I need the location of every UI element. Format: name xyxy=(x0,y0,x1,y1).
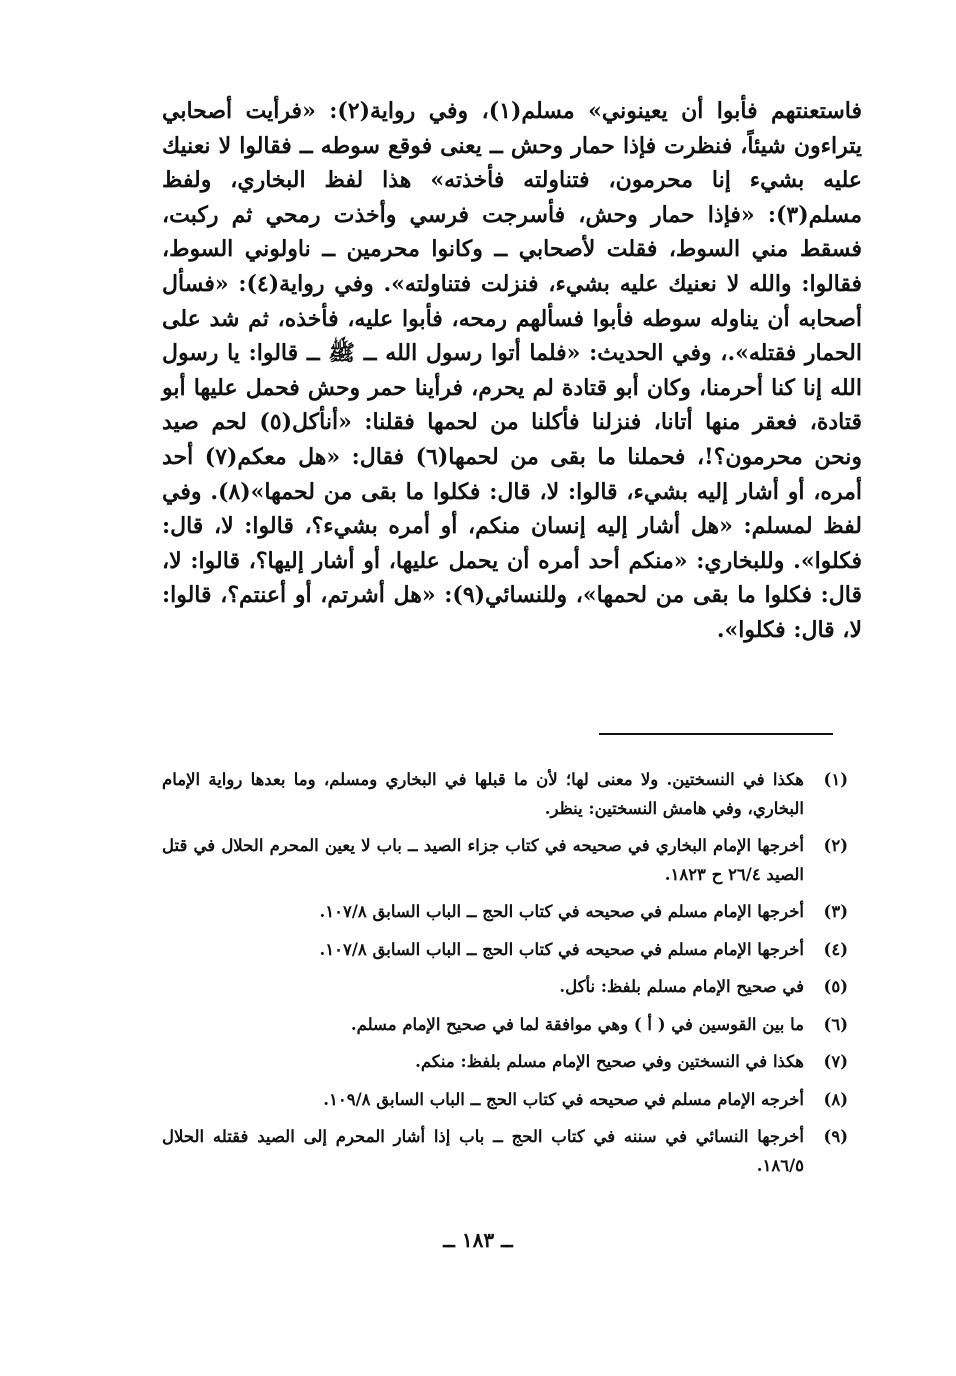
footnote xyxy=(162,898,848,927)
footnote-number: (١) xyxy=(823,770,848,789)
footnote-text: هكذا في النسختين وفي صحيح الإمام مسلم بلفظ: منكم. xyxy=(415,1052,804,1071)
footnote-text: هكذا في النسختين. ولا معنى لها؛ لأن ما قبلها في البخاري ومسلم، وما بعدها رواية الإمام البخاري، وفي هامش النسختين: ينظر. xyxy=(162,770,804,818)
footnote xyxy=(162,1086,848,1115)
footnote-text: في صحيح الإمام مسلم بلفظ: نأكل. xyxy=(559,977,804,996)
footnote-number: (٦) xyxy=(823,1014,848,1034)
footnote-number: (٥) xyxy=(823,977,848,996)
footnote-separator xyxy=(599,733,833,735)
footnote-text: أخرجها الإمام مسلم في صحيحه في كتاب الحج ــ الباب السابق ١٠٧/٨. xyxy=(319,902,804,921)
footnote xyxy=(162,1048,848,1077)
page-number: ــ ١٨٣ ــ xyxy=(443,1228,513,1252)
footnote xyxy=(162,1123,848,1180)
footnote xyxy=(162,936,848,965)
footnote-text: ما بين القوسين في ( أ ) وهي موافقة لما في صحيح الإمام مسلم. xyxy=(350,1014,804,1034)
footnote xyxy=(162,766,848,823)
footnote-text: أخرجه الإمام مسلم في صحيحه في كتاب الحج ــ الباب السابق ١٠٩/٨. xyxy=(323,1089,804,1109)
footnote-number: (٨) xyxy=(823,1089,848,1109)
footnote-text: أخرجها النسائي في سننه في كتاب الحج ــ باب إذا أشار المحرم إلى الصيد فقتله الحلال ١٨٦/٥. xyxy=(162,1127,804,1175)
footnote-number: (٧) xyxy=(823,1052,848,1071)
footnote xyxy=(162,1011,848,1040)
footnote xyxy=(162,832,848,889)
footnote-number: (٩) xyxy=(823,1127,848,1146)
footnote-number: (٣) xyxy=(823,902,848,921)
footnote-number: (٢) xyxy=(823,836,848,855)
main-text-block xyxy=(162,94,862,648)
footnote-number: (٤) xyxy=(823,939,848,959)
footnotes xyxy=(162,766,848,1189)
main-paragraph: فاستعنتهم فأبوا أن يعينوني» مسلم(١)، وفي رواية(٢): «فرأيت أصحابي يتراءون شيئاً، فنظرت فإذا حمار وحش ــ يعنى فوقع سوطه ــ فقالوا لا نعنيك عليه بشيء إنا محرمون، فتناولته فأخذته» هذا لفظ البخاري، ولفظ مسلم(٣): «فإذا حمار وحش، فأسرجت فرسي وأخذت رمحي ثم ركبت، فسقط مني السوط، فقلت لأصحابي ــ وكانوا محرمين ــ ناولوني السوط، فقالوا: والله لا نعنيك عليه بشيء، فنزلت فتناولته». وفي رواية(٤): «فسأل أصحابه أن يناوله سوطه فأبوا فسألهم رمحه، فأبوا عليه، فأخذه، ثم شد على الحمار فقتله».، وفي الحديث: «فلما أتوا رسول الله ــ ﷺ ــ قالوا: يا رسول الله إنا كنا أحرمنا، وكان أبو قتادة لم يحرم، فرأينا حمر وحش فحمل عليها أبو قتادة، فعقر منها أتانا، فنزلنا فأكلنا من لحمها فقلنا: «أنأكل(٥) لحم صيد ونحن محرمون؟!، فحملنا ما بقى من لحمها(٦) فقال: «هل معكم(٧) أحد أمره، أو أشار إليه بشيء، قالوا: لا، قال: فكلوا ما بقى من لحمها»(٨). وفي لفظ لمسلم: «هل أشار إليه إنسان منكم، أو أمره بشيء؟، قالوا: لا، قال: فكلوا». وللبخاري: «منكم أحد أمره أن يحمل عليها، أو أشار إليها؟، قالوا: لا، قال: فكلوا ما بقى من لحمها»، وللنسائي(٩): «هل أشرتم، أو أعنتم؟، قالوا: لا، قال: فكلوا». xyxy=(162,98,863,643)
footnote-text: أخرجها الإمام مسلم في صحيحه في كتاب الحج ــ الباب السابق ١٠٧/٨. xyxy=(319,939,804,959)
footnote xyxy=(162,973,848,1002)
footnote-text: أخرجها الإمام البخاري في صحيحه في كتاب جزاء الصيد ــ باب لا يعين المحرم الحلال في قتل الصيد ٢٦/٤ ح ١٨٢٣. xyxy=(162,836,804,884)
